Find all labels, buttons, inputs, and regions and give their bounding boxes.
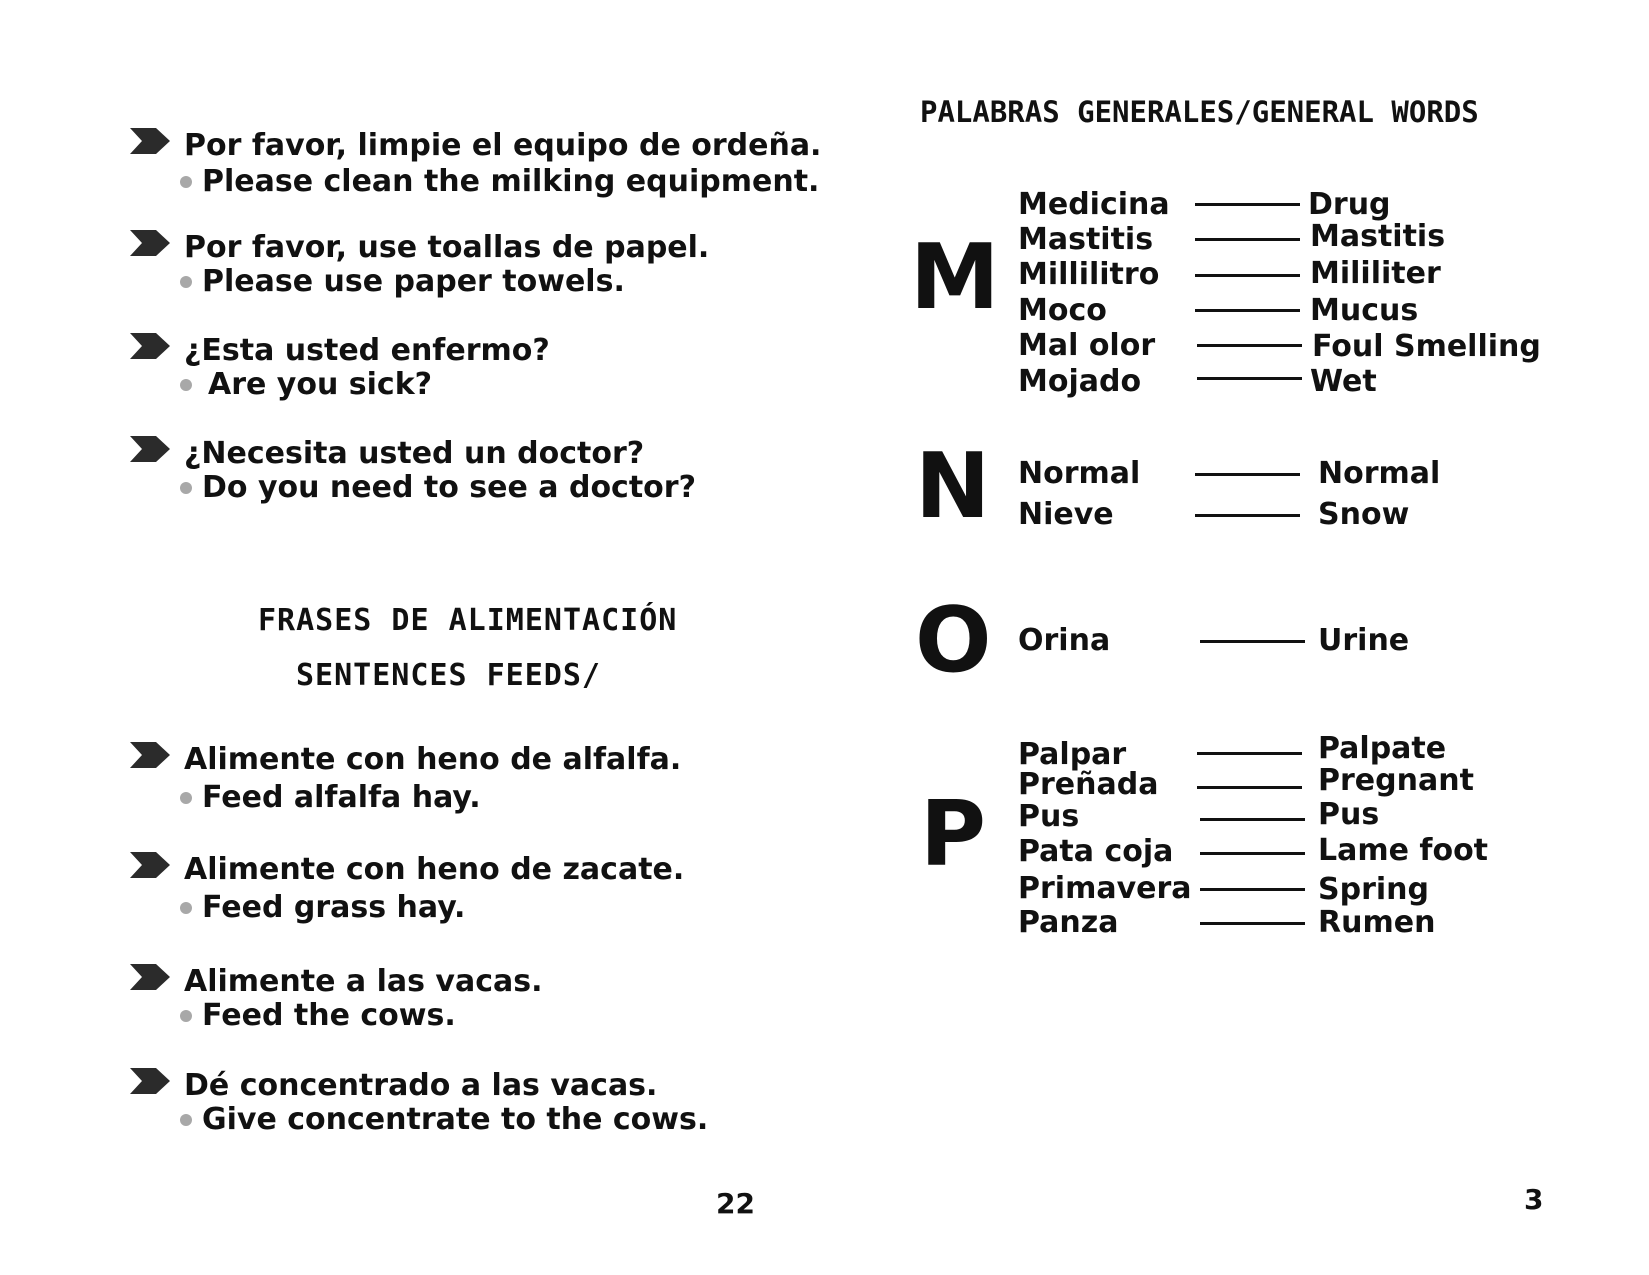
word-spanish: Panza [1018, 905, 1119, 940]
connector-line [1197, 786, 1302, 789]
phrase-english: Give concentrate to the cows. [202, 1102, 709, 1137]
word-spanish: Mastitis [1018, 222, 1154, 257]
connector-line [1200, 818, 1305, 821]
chevron-right-icon [130, 230, 170, 256]
page-number-right: 3 [1524, 1183, 1544, 1216]
connector-line [1197, 752, 1302, 755]
connector-line [1195, 514, 1300, 517]
chevron-right-icon [130, 436, 170, 462]
connector-line [1195, 309, 1300, 312]
chevron-right-icon [130, 742, 170, 768]
bullet-icon [180, 1114, 192, 1126]
word-spanish: Pus [1018, 799, 1080, 834]
phrase-english: Feed the cows. [202, 998, 456, 1033]
word-english: Mucus [1310, 293, 1419, 328]
word-english: Snow [1318, 497, 1410, 532]
page-number-left: 22 [716, 1187, 755, 1220]
chevron-right-icon [130, 1068, 170, 1094]
chevron-right-icon [130, 333, 170, 359]
chevron-right-icon [130, 128, 170, 154]
phrase-spanish: ¿Esta usted enfermo? [184, 333, 550, 368]
phrase-english: Please use paper towels. [202, 264, 625, 299]
phrase-spanish: Por favor, limpie el equipo de ordeña. [184, 128, 822, 163]
chevron-right-icon [130, 964, 170, 990]
word-english: Lame foot [1318, 833, 1489, 868]
phrase-english: Please clean the milking equipment. [202, 164, 820, 199]
word-english: Pregnant [1318, 763, 1474, 798]
word-english: Mastitis [1310, 219, 1446, 254]
word-english: Urine [1318, 623, 1410, 658]
word-english: Mililiter [1310, 256, 1441, 291]
group-letter-p: P [920, 782, 986, 887]
phrase-english: Do you need to see a doctor? [202, 470, 696, 505]
bullet-icon [180, 276, 192, 288]
page-title: PALABRAS GENERALES/GENERAL WORDS [920, 95, 1479, 129]
connector-line [1200, 922, 1305, 925]
word-english: Drug [1308, 187, 1391, 222]
bullet-icon [180, 176, 192, 188]
group-letter-n: N [915, 434, 991, 539]
connector-line [1195, 203, 1300, 206]
phrase-spanish: ¿Necesita usted un doctor? [184, 436, 645, 471]
bullet-icon [180, 1010, 192, 1022]
word-spanish: Millilitro [1018, 257, 1160, 292]
word-spanish: Orina [1018, 623, 1111, 658]
word-english: Foul Smelling [1312, 329, 1541, 364]
word-spanish: Mojado [1018, 364, 1142, 399]
word-english: Rumen [1318, 905, 1436, 940]
phrase-spanish: Alimente con heno de zacate. [184, 852, 685, 887]
phrase-english: Feed alfalfa hay. [202, 780, 481, 815]
bullet-icon [180, 902, 192, 914]
word-spanish: Preñada [1018, 767, 1159, 802]
connector-line [1195, 238, 1300, 241]
bullet-icon [180, 792, 192, 804]
chevron-right-icon [130, 852, 170, 878]
connector-line [1195, 274, 1300, 277]
section-heading-line2: SENTENCES FEEDS/ [296, 658, 601, 693]
section-heading-line1: FRASES DE ALIMENTACIÓN [258, 603, 678, 638]
word-spanish: Nieve [1018, 497, 1114, 532]
word-spanish: Primavera [1018, 871, 1192, 906]
phrase-english: Are you sick? [208, 367, 433, 402]
phrase-spanish: Dé concentrado a las vacas. [184, 1068, 658, 1103]
word-spanish: Mal olor [1018, 328, 1156, 363]
word-english: Spring [1318, 872, 1429, 907]
word-spanish: Palpar [1018, 737, 1127, 772]
word-english: Normal [1318, 456, 1441, 491]
connector-line [1200, 640, 1305, 643]
connector-line [1197, 344, 1302, 347]
connector-line [1200, 888, 1305, 891]
word-english: Pus [1318, 797, 1380, 832]
word-english: Palpate [1318, 731, 1447, 766]
phrase-spanish: Alimente con heno de alfalfa. [184, 742, 682, 777]
word-english: Wet [1310, 364, 1377, 399]
bullet-icon [180, 379, 192, 391]
bullet-icon [180, 482, 192, 494]
phrase-spanish: Alimente a las vacas. [184, 964, 543, 999]
connector-line [1200, 852, 1305, 855]
group-letter-m: M [910, 225, 1000, 330]
word-spanish: Medicina [1018, 187, 1170, 222]
word-spanish: Pata coja [1018, 834, 1174, 869]
phrase-english: Feed grass hay. [202, 890, 466, 925]
word-spanish: Normal [1018, 456, 1141, 491]
word-spanish: Moco [1018, 293, 1107, 328]
connector-line [1197, 377, 1302, 380]
connector-line [1195, 473, 1300, 476]
group-letter-o: O [915, 588, 992, 693]
phrase-spanish: Por favor, use toallas de papel. [184, 230, 710, 265]
